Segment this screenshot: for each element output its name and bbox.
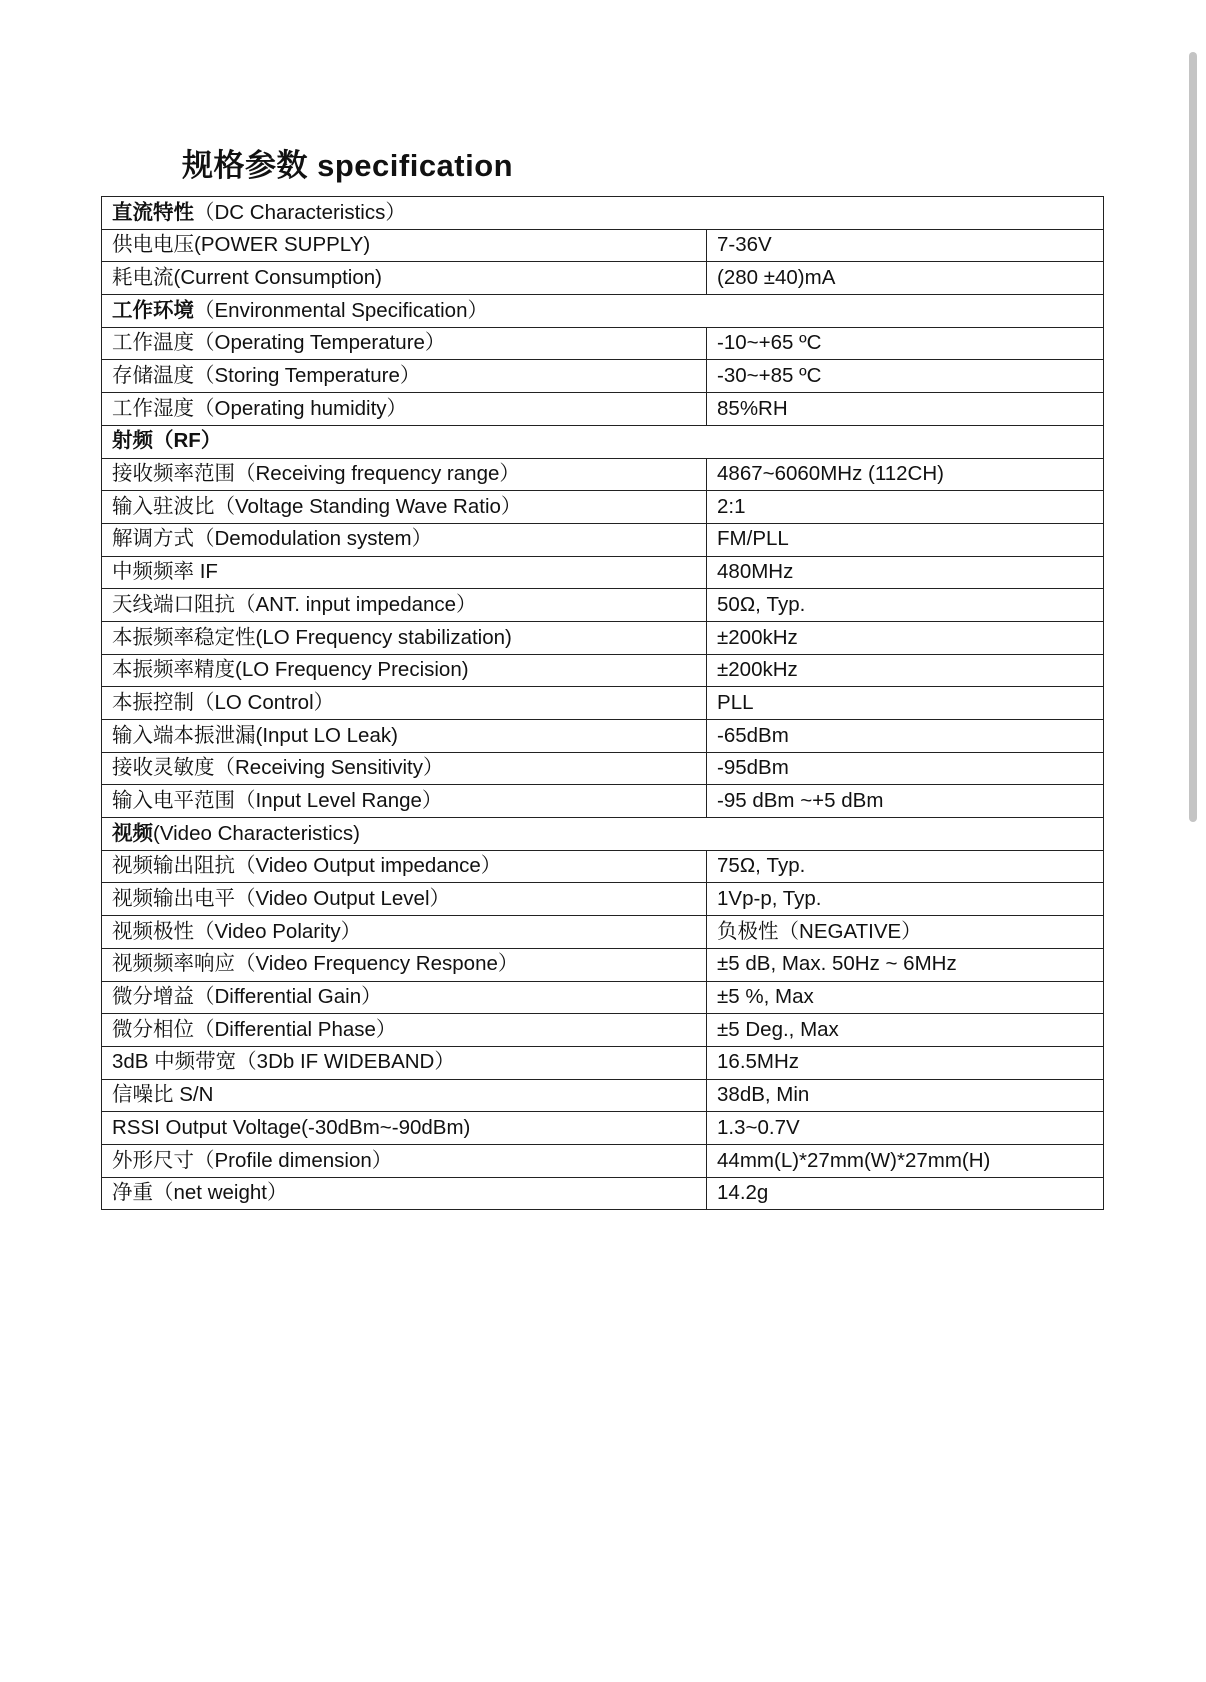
parameter-label: 视频频率响应（Video Frequency Respone）	[102, 948, 707, 981]
parameter-value: PLL	[707, 687, 1104, 720]
table-row	[102, 948, 1104, 981]
parameter-value: -10~+65 ºC	[707, 327, 1104, 360]
parameter-value: 85%RH	[707, 393, 1104, 426]
table-row	[102, 393, 1104, 426]
parameter-label: 本振频率稳定性(LO Frequency stabilization)	[102, 621, 707, 654]
section-header-row	[102, 197, 1104, 230]
section-subtitle: （Environmental Specification）	[194, 298, 488, 322]
section-header-row	[102, 425, 1104, 458]
table-row	[102, 327, 1104, 360]
parameter-label: 解调方式（Demodulation system）	[102, 523, 707, 556]
section-title: 工作环境	[112, 298, 194, 322]
table-row	[102, 981, 1104, 1014]
section-header-cell	[102, 425, 1104, 458]
table-row	[102, 1079, 1104, 1112]
table-row	[102, 1112, 1104, 1145]
table-row	[102, 720, 1104, 753]
table-row	[102, 556, 1104, 589]
parameter-label: 接收灵敏度（Receiving Sensitivity）	[102, 752, 707, 785]
section-title: 直流特性	[112, 200, 194, 224]
table-row	[102, 687, 1104, 720]
parameter-label: 微分相位（Differential Phase）	[102, 1014, 707, 1047]
section-header-row	[102, 818, 1104, 851]
parameter-value: 7-36V	[707, 229, 1104, 262]
parameter-label: 本振控制（LO Control）	[102, 687, 707, 720]
parameter-value: 50Ω, Typ.	[707, 589, 1104, 622]
section-subtitle: （DC Characteristics）	[194, 200, 406, 224]
parameter-label: 3dB 中频带宽（3Db IF WIDEBAND）	[102, 1046, 707, 1079]
parameter-label: 输入驻波比（Voltage Standing Wave Ratio）	[102, 491, 707, 524]
table-row	[102, 491, 1104, 524]
parameter-value: 44mm(L)*27mm(W)*27mm(H)	[707, 1144, 1104, 1177]
table-row	[102, 850, 1104, 883]
table-row	[102, 916, 1104, 949]
parameter-value: 负极性（NEGATIVE）	[707, 916, 1104, 949]
parameter-value: (280 ±40)mA	[707, 262, 1104, 295]
parameter-label: 视频极性（Video Polarity）	[102, 916, 707, 949]
parameter-value: ±5 dB, Max. 50Hz ~ 6MHz	[707, 948, 1104, 981]
parameter-label: 输入端本振泄漏(Input LO Leak)	[102, 720, 707, 753]
parameter-value: ±200kHz	[707, 621, 1104, 654]
parameter-label: 视频输出电平（Video Output Level）	[102, 883, 707, 916]
parameter-label: 工作湿度（Operating humidity）	[102, 393, 707, 426]
parameter-value: FM/PLL	[707, 523, 1104, 556]
table-row	[102, 589, 1104, 622]
parameter-label: 工作温度（Operating Temperature）	[102, 327, 707, 360]
scrollbar-thumb[interactable]	[1189, 52, 1197, 822]
parameter-label: 净重（net weight）	[102, 1177, 707, 1210]
table-row	[102, 229, 1104, 262]
table-row	[102, 1014, 1104, 1047]
parameter-value: 16.5MHz	[707, 1046, 1104, 1079]
parameter-label: 本振频率精度(LO Frequency Precision)	[102, 654, 707, 687]
section-header-row	[102, 295, 1104, 328]
parameter-value: 1.3~0.7V	[707, 1112, 1104, 1145]
parameter-value: ±5 Deg., Max	[707, 1014, 1104, 1047]
parameter-value: 4867~6060MHz (112CH)	[707, 458, 1104, 491]
parameter-value: 75Ω, Typ.	[707, 850, 1104, 883]
parameter-label: 信噪比 S/N	[102, 1079, 707, 1112]
parameter-value: -95dBm	[707, 752, 1104, 785]
parameter-value: 2:1	[707, 491, 1104, 524]
table-row	[102, 1144, 1104, 1177]
parameter-label: 微分增益（Differential Gain）	[102, 981, 707, 1014]
parameter-value: 480MHz	[707, 556, 1104, 589]
parameter-label: 中频频率 IF	[102, 556, 707, 589]
parameter-label: 天线端口阻抗（ANT. input impedance）	[102, 589, 707, 622]
parameter-value: -65dBm	[707, 720, 1104, 753]
parameter-label: 存储温度（Storing Temperature）	[102, 360, 707, 393]
table-row	[102, 523, 1104, 556]
table-row	[102, 752, 1104, 785]
parameter-value: ±5 %, Max	[707, 981, 1104, 1014]
specification-table-body	[102, 197, 1104, 1210]
parameter-value: 38dB, Min	[707, 1079, 1104, 1112]
table-row	[102, 621, 1104, 654]
section-subtitle: (Video Characteristics)	[153, 821, 360, 845]
section-title: 视频	[112, 821, 153, 845]
parameter-value: -95 dBm ~+5 dBm	[707, 785, 1104, 818]
table-row	[102, 360, 1104, 393]
section-header-cell	[102, 295, 1104, 328]
parameter-label: 外形尺寸（Profile dimension）	[102, 1144, 707, 1177]
section-title: 射频（RF）	[112, 429, 222, 453]
parameter-value: 1Vp-p, Typ.	[707, 883, 1104, 916]
parameter-label: 输入电平范围（Input Level Range）	[102, 785, 707, 818]
page-title: 规格参数 specification	[182, 148, 514, 183]
table-row	[102, 262, 1104, 295]
parameter-label: 视频输出阻抗（Video Output impedance）	[102, 850, 707, 883]
table-row	[102, 883, 1104, 916]
table-row	[102, 654, 1104, 687]
table-row	[102, 785, 1104, 818]
parameter-label: RSSI Output Voltage(-30dBm~-90dBm)	[102, 1112, 707, 1145]
parameter-value: -30~+85 ºC	[707, 360, 1104, 393]
table-row	[102, 1046, 1104, 1079]
specification-table	[101, 196, 1104, 1210]
parameter-value: ±200kHz	[707, 654, 1104, 687]
section-header-cell	[102, 197, 1104, 230]
table-row	[102, 458, 1104, 491]
parameter-label: 供电电压(POWER SUPPLY)	[102, 229, 707, 262]
section-header-cell	[102, 818, 1104, 851]
table-row	[102, 1177, 1104, 1210]
parameter-label: 接收频率范围（Receiving frequency range）	[102, 458, 707, 491]
parameter-label: 耗电流(Current Consumption)	[102, 262, 707, 295]
parameter-value: 14.2g	[707, 1177, 1104, 1210]
